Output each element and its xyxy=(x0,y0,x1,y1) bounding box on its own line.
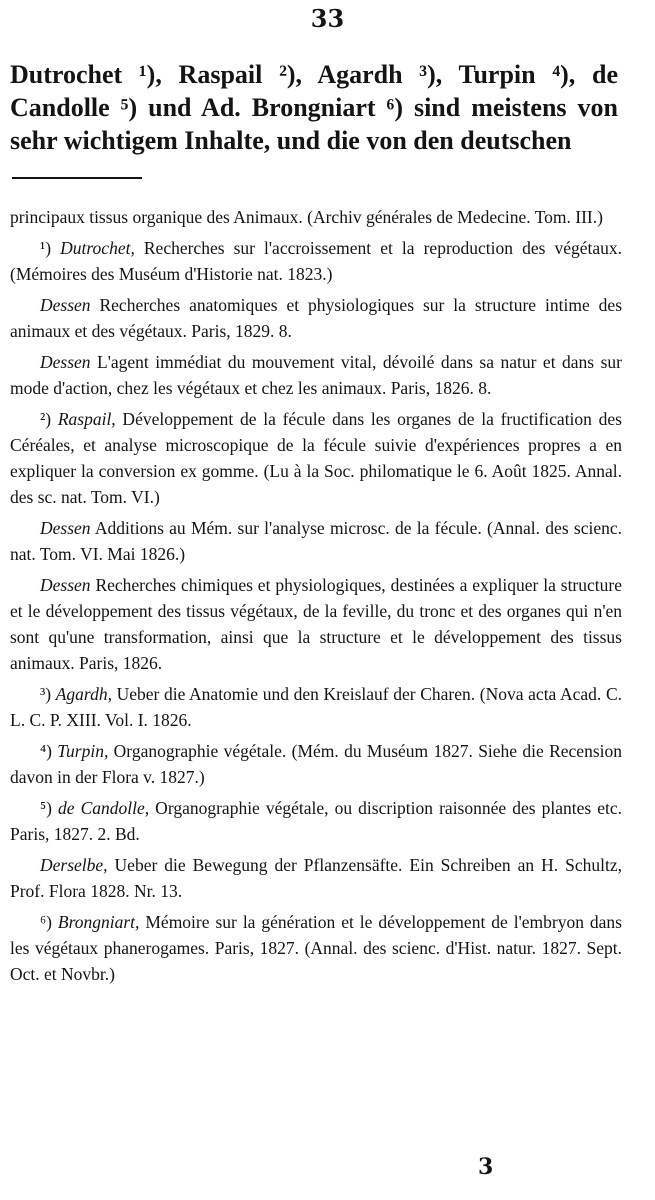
footnote-entry xyxy=(10,235,622,287)
main-paragraph: Dutrochet ¹), Raspail ²), Agardh ³), Turpin ⁴), de Candolle ⁵) und Ad. Brongniart ⁶) sind meistens von sehr wichtigem Inhalte, und die von den deutschen xyxy=(10,60,618,155)
footnote-author: Turpin, xyxy=(57,741,109,761)
footnote-author: Dessen xyxy=(40,295,91,315)
footnote-entry xyxy=(10,681,622,733)
signature-mark: 3 xyxy=(478,1154,494,1180)
footnote-text: Développement de la fécule dans les organes de la fructification des Céréales, et analyse microscopique de la fécule suivie d'expériences propres a en expliquer la conversion ex gomme. (Lu à la Soc. philomatique le 6. Août 1825. Annal. des sc. nat. Tom. VI.) xyxy=(10,409,622,507)
footnote-author: Raspail, xyxy=(57,409,116,429)
footnote-separator xyxy=(12,177,142,179)
footnote-author: Derselbe, xyxy=(40,855,108,875)
footnote-text: L'agent immédiat du mouvement vital, dévoilé dans sa natur et dans sur mode d'action, chez les végétaux et chez les animaux. Paris, 1826. 8. xyxy=(10,352,622,398)
page-number: 33 xyxy=(310,4,345,33)
footnote-author: Dessen xyxy=(40,575,91,595)
footnote-marker: ²) xyxy=(40,409,58,429)
footnote-author: Dessen xyxy=(40,518,91,538)
footnote-text: Organographie végétale. (Mém. du Muséum 1827. Siehe die Recension davon in der Flora v. 1827.) xyxy=(10,741,623,787)
footnote-entry xyxy=(10,909,622,987)
footnote-text: Additions au Mém. sur l'analyse microsc. de la fécule. (Annal. des scienc. nat. Tom. VI. Mai 1826.) xyxy=(10,518,622,564)
footnote-marker: ⁴) xyxy=(40,741,58,761)
footnotes xyxy=(10,204,622,992)
footnote-text: Recherches anatomiques et physiologiques sur la structure intime des animaux et des végétaux. Paris, 1829. 8. xyxy=(10,295,622,341)
footnote-entry xyxy=(10,515,622,567)
footnote-text: Ueber die Anatomie und den Kreislauf der Charen. (Nova acta Acad. C. L. C. P. XIII. Vol. I. 1826. xyxy=(10,684,622,730)
footnote-text: principaux tissus organique des Animaux. (Archiv générales de Medecine. Tom. III.) xyxy=(10,207,603,227)
footnote-entry xyxy=(10,738,622,790)
footnote-entry xyxy=(10,406,622,510)
footnote-text: Organographie végétale, ou discription raisonnée des plantes etc. Paris, 1827. 2. Bd. xyxy=(10,798,622,844)
footnote-marker: ¹) xyxy=(40,238,61,258)
footnote-author: Brongniart, xyxy=(57,912,140,932)
footnote-entry xyxy=(10,795,622,847)
footnote-entry xyxy=(10,292,622,344)
footnote-continuation xyxy=(10,204,622,230)
footnote-text: Recherches sur l'accroissement et la reproduction des végétaux. (Mémoires des Muséum d'Historie nat. 1823.) xyxy=(10,238,622,284)
footnote-entry xyxy=(10,852,622,904)
footnote-author: Dessen xyxy=(40,352,91,372)
footnote-text: Recherches chimiques et physiologiques, destinées a expliquer la structure et le développement des tissus végétaux, de la feville, du tronc et des organes qui n'en sont qu'une transformation, ainsi que la structure et le développement des tissus animaux. Paris, 1826. xyxy=(10,575,622,673)
footnote-marker: ⁵) xyxy=(40,798,58,818)
footnote-entry xyxy=(10,349,622,401)
footnote-text: Ueber die Bewegung der Pflanzensäfte. Ein Schreiben an H. Schultz, Prof. Flora 1828. Nr. 13. xyxy=(10,855,622,901)
footnote-text: Mémoire sur la génération et le développement de l'embryon dans les végétaux phanerogames. Paris, 1827. (Annal. des scienc. d'Hist. natur. 1827. Sept. Oct. et Novbr.) xyxy=(10,912,622,984)
footnote-marker: ³) xyxy=(40,684,56,704)
footnote-entry xyxy=(10,572,622,676)
footnote-author: Agardh, xyxy=(55,684,112,704)
footnote-author: Dutrochet, xyxy=(60,238,135,258)
footnote-author: de Candolle, xyxy=(58,798,150,818)
footnote-marker: ⁶) xyxy=(40,912,58,932)
